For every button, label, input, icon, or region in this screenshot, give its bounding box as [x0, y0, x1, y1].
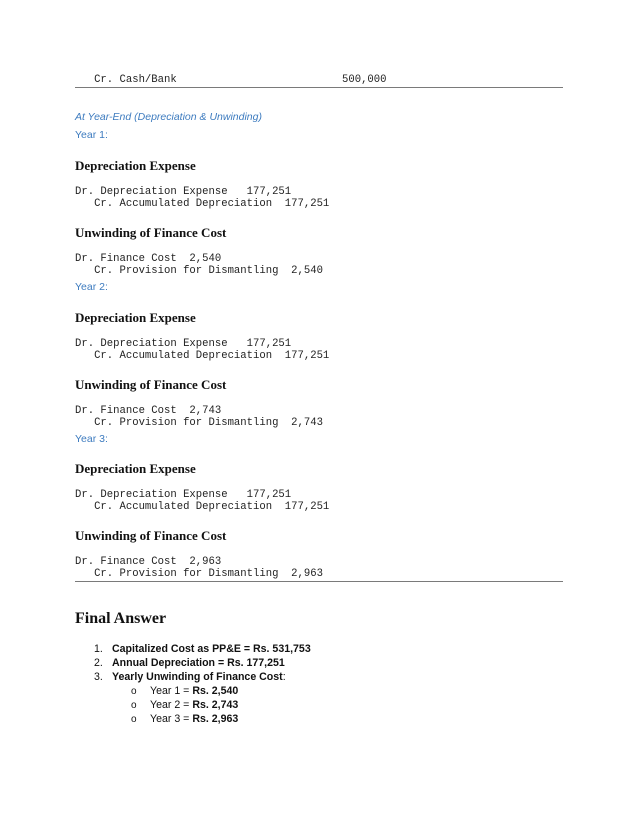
divider-bottom [75, 581, 563, 582]
section-heading: At Year-End (Depreciation & Unwinding) [75, 111, 262, 123]
year-1-dep-dr: Dr. Depreciation Expense 177,251 [75, 186, 292, 198]
final-item-1-text: Capitalized Cost as PP&E = Rs. 531,753 [112, 643, 311, 655]
year-3-label: Year 3: [75, 433, 108, 445]
final-item-3-number: 3. [94, 671, 103, 683]
year-1-unwinding-heading: Unwinding of Finance Cost [75, 225, 227, 240]
year-2-dep-cr: Cr. Accumulated Depreciation 177,251 [75, 350, 330, 362]
year-1-unw-dr: Dr. Finance Cost 2,540 [75, 253, 222, 265]
final-item-3 [112, 671, 286, 683]
sub-item-1-bullet: o [131, 686, 137, 697]
year-1-depreciation-heading: Depreciation Expense [75, 158, 196, 173]
sub-item-3-bullet: o [131, 714, 137, 725]
year-2-dep-dr: Dr. Depreciation Expense 177,251 [75, 338, 292, 350]
final-answer-heading: Final Answer [75, 610, 167, 627]
sub-item-1 [150, 685, 238, 697]
final-item-3-text: Yearly Unwinding of Finance Cost [112, 671, 283, 683]
final-item-2-text: Annual Depreciation = Rs. 177,251 [112, 657, 285, 669]
sub-item-1-prefix: Year 1 = [150, 685, 193, 697]
year-2-unw-cr: Cr. Provision for Dismantling 2,743 [75, 417, 323, 429]
sub-item-2-prefix: Year 2 = [150, 699, 193, 711]
year-3-dep-dr: Dr. Depreciation Expense 177,251 [75, 489, 292, 501]
final-item-2 [112, 657, 285, 669]
final-item-3-suffix: : [282, 671, 286, 683]
year-2-label: Year 2: [75, 281, 108, 293]
final-item-1-number: 1. [94, 643, 103, 655]
sub-item-2-value: Rs. 2,743 [192, 699, 239, 711]
cash-bank-amount: 500,000 [342, 74, 387, 86]
cash-bank-account: Cr. Cash/Bank [75, 74, 177, 86]
year-3-depreciation-heading: Depreciation Expense [75, 461, 196, 476]
year-3-unw-dr: Dr. Finance Cost 2,963 [75, 556, 222, 568]
sub-item-3 [150, 713, 238, 725]
sub-item-2-bullet: o [131, 700, 137, 711]
sub-item-3-value: Rs. 2,963 [192, 713, 239, 725]
year-3-unwinding-heading: Unwinding of Finance Cost [75, 528, 227, 543]
sub-item-2 [150, 699, 238, 711]
final-item-2-number: 2. [94, 657, 103, 669]
year-2-depreciation-heading: Depreciation Expense [75, 310, 196, 325]
year-1-unw-cr: Cr. Provision for Dismantling 2,540 [75, 265, 323, 277]
year-1-label: Year 1: [75, 129, 108, 141]
final-item-1 [112, 643, 311, 655]
year-1-dep-cr: Cr. Accumulated Depreciation 177,251 [75, 198, 330, 210]
sub-item-1-value: Rs. 2,540 [192, 685, 239, 697]
year-3-unw-cr: Cr. Provision for Dismantling 2,963 [75, 568, 323, 580]
sub-item-3-prefix: Year 3 = [150, 713, 193, 725]
cash-bank-credit-line [75, 74, 387, 86]
year-3-dep-cr: Cr. Accumulated Depreciation 177,251 [75, 501, 330, 513]
year-2-unwinding-heading: Unwinding of Finance Cost [75, 377, 227, 392]
divider-top [75, 87, 563, 88]
year-2-unw-dr: Dr. Finance Cost 2,743 [75, 405, 222, 417]
